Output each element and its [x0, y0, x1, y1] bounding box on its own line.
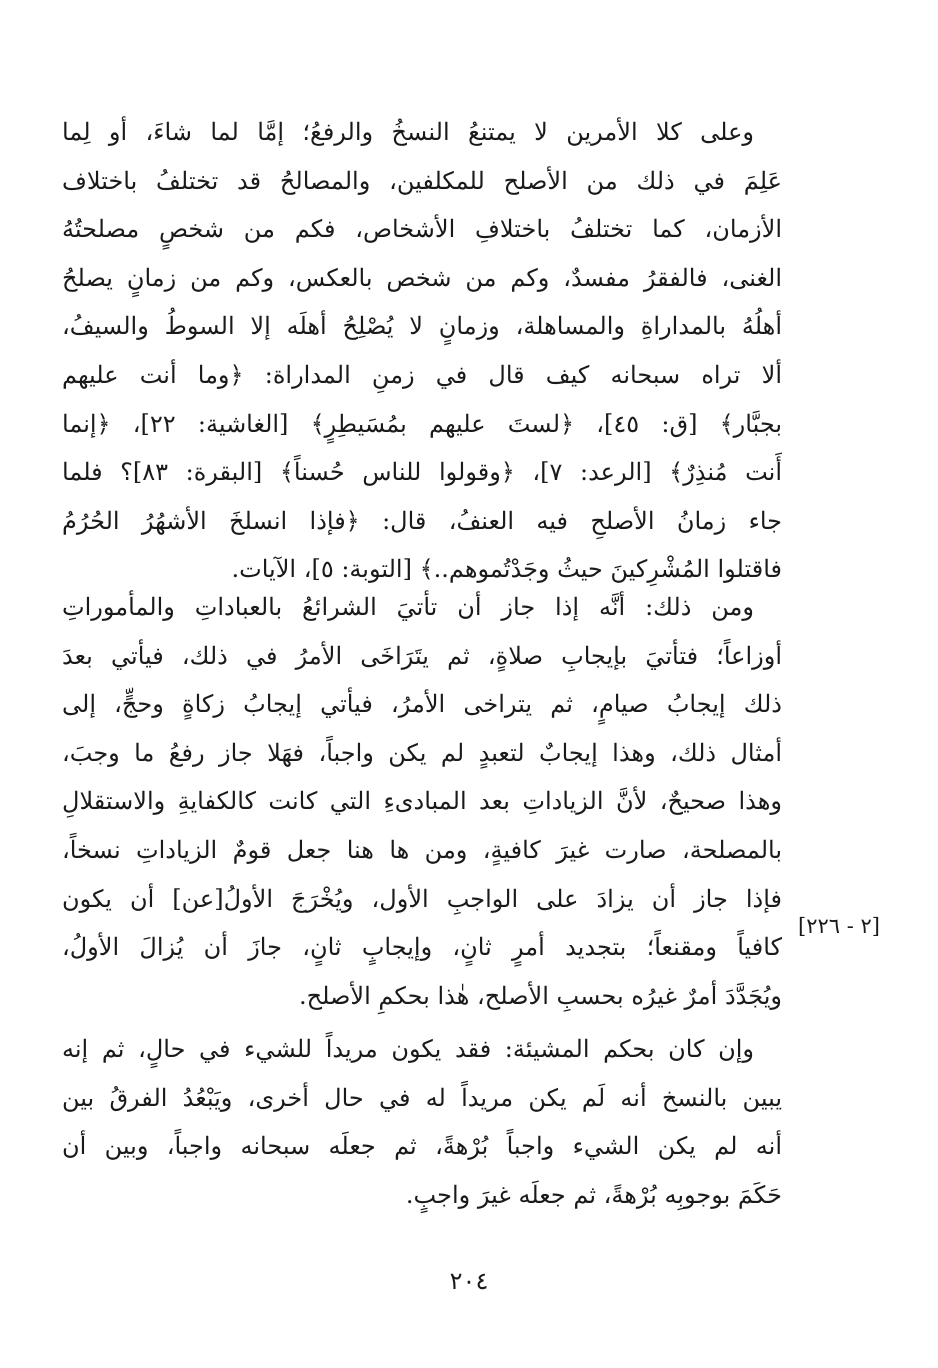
text-line: كافياً ومقنعاً؛ بتجديد أمرٍ ثانٍ، وإيجابٍ ثانٍ، جازَ أن يُزالَ الأولُ،	[62, 933, 782, 962]
text-line: أوزاعاً؛ فتأتيَ بإيجابِ صلاةٍ، ثم يتَرَاخَى الأمرُ في ذلك، فيأتي بعدَ	[62, 641, 782, 670]
text-line: ومن ذلك: أنَّه إذا جاز أن تأتيَ الشرائعُ بالعباداتِ والمأموراتِ	[62, 593, 754, 621]
text-line: الأزمان، كما تختلفُ باختلافِ الأشخاص، فكم من شخصٍ مصلحتُهُ	[62, 215, 782, 244]
margin-reference: [٢ - ٢٢٦]	[798, 914, 880, 938]
text-line: أهلُهُ بالمداراةِ والمساهلة، وزمانٍ لا يُصْلِحُ أهلَه إلا السوطُ والسيفُ،	[62, 312, 782, 341]
paragraph-2	[62, 583, 782, 1020]
text-line: بالمصلحة، صارت غيرَ كافيةٍ، ومن ها هنا جعل قومٌ الزياداتِ نسخاً،	[62, 835, 782, 864]
page-number: ٢٠٤	[449, 1267, 489, 1295]
text-line: ويُجَدَّدَ أمرٌ غيرُه بحسبِ الأصلح، هٰذا بحكمِ الأصلح.	[298, 981, 782, 1010]
text-line: فإذا جاز أن يزادَ على الواجبِ الأول، ويُخْرَجَ الأولُ[عن] أن يكون	[62, 884, 782, 913]
paragraph-3	[62, 1025, 782, 1219]
text-line: بجبَّار﴾ [ق: ٤٥]، ﴿لستَ عليهم بمُسَيطِرٍ﴾ [الغاشية: ٢٢]، ﴿إنما	[62, 409, 782, 438]
paragraph-1	[62, 108, 782, 594]
text-line: الغنى، فالفقرُ مفسدٌ، وكم من شخص بالعكس، وكم من زمانٍ يصلحُ	[62, 263, 782, 292]
text-line: أَنت مُنذِرٌ﴾ [الرعد: ٧]، ﴿وقولوا للناس حُسناً﴾ [البقرة: ٨٣]؟ فلما	[62, 458, 782, 487]
text-line: جاء زمانُ الأصلحِ فيه العنفُ، قال: ﴿فإذا انسلخَ الأشهُرُ الحُرُمُ	[62, 506, 782, 535]
text-line: فاقتلوا المُشْرِكينَ حيثُ وجَدْتُموهم..﴾ [التوبة: ٥]، الآيات.	[231, 555, 782, 584]
text-line: وعلى كلا الأمرين لا يمتنعُ النسخُ والرفعُ؛ إمَّا لما شاءَ، أو لِما	[62, 118, 754, 146]
text-line: أمثال ذلك، وهذا إيجابٌ لتعبدٍ لم يكن واجباً، فهَلا جاز رفعُ ما وجبَ،	[62, 738, 782, 767]
text-line: أنه لم يكن الشيء واجباً بُرْهةً، ثم جعلَه سبحانه واجباً، وبين أن	[62, 1132, 782, 1161]
text-line: عَلِمَ في ذلك من الأصلح للمكلفين، والمصالحُ قد تختلفُ باختلاف	[62, 166, 782, 195]
text-line: ذلك إيجابُ صيامٍ، ثم يتراخى الأمرُ، فيأتي إيجابُ زكاةٍ وحجٍّ، إلى	[62, 690, 782, 719]
text-line: وهذا صحيحٌ، لأنَّ الزياداتِ بعد المبادىءِ التي كانت كالكفايةِ والاستقلالِ	[62, 787, 782, 816]
text-line: ألا تراه سبحانه كيف قال في زمنِ المداراة: ﴿وما أنت عليهم	[62, 360, 782, 389]
text-line: يبين بالنسخ أنه لَم يكن مريداً له في حال أخرى، ويَبْعُدُ الفرقُ بين	[62, 1083, 782, 1112]
text-line: حَكَمَ بوجوبِه بُرْهةً، ثم جعلَه غيرَ واجبٍ.	[405, 1180, 782, 1209]
text-line: وإن كان بحكم المشيئة: فقد يكون مريداً للشيء في حالٍ، ثم إنه	[62, 1035, 754, 1063]
